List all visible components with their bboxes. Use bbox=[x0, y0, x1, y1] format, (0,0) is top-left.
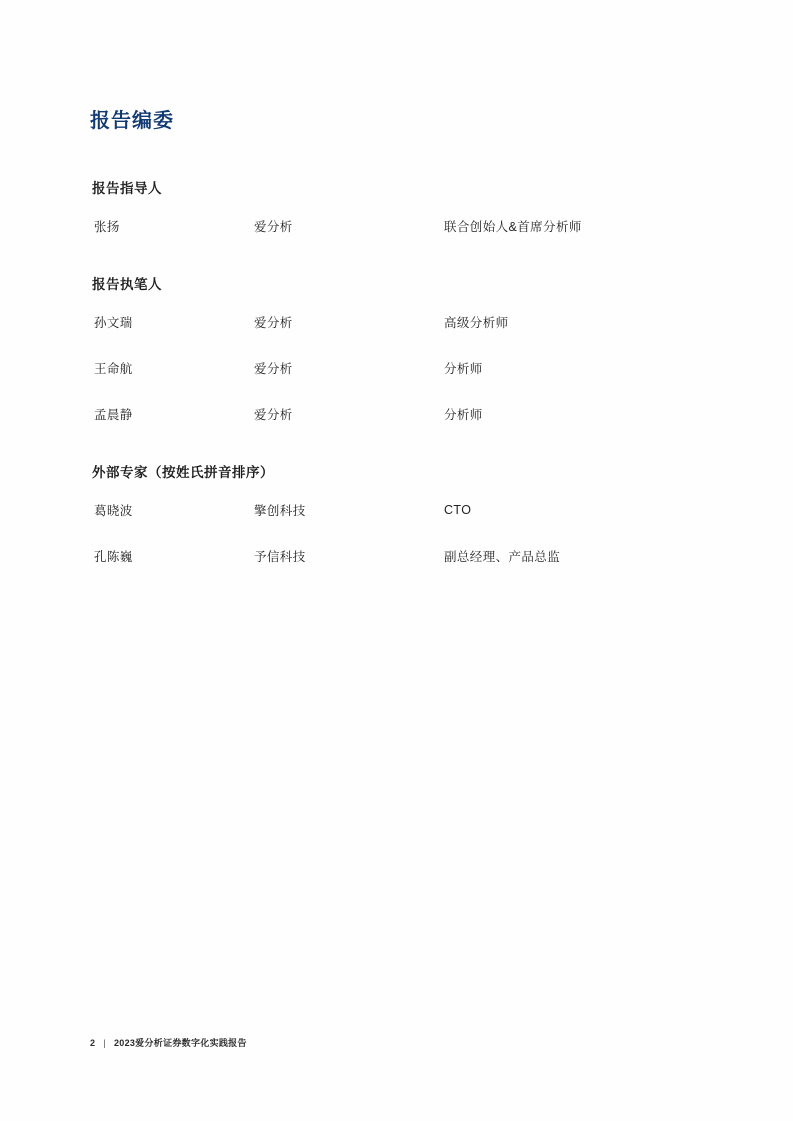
row-org: 爱分析 bbox=[254, 220, 293, 234]
row-role: 分析师 bbox=[444, 362, 483, 376]
row-org: 擎创科技 bbox=[254, 504, 306, 518]
row-name: 王命航 bbox=[94, 362, 133, 376]
section-external-experts bbox=[90, 461, 710, 579]
row-name: 孙文瑞 bbox=[94, 316, 133, 330]
row-org: 爱分析 bbox=[254, 316, 293, 330]
row-name: 葛晓波 bbox=[94, 504, 133, 518]
row-org: 爱分析 bbox=[254, 408, 293, 422]
row-role: 联合创始人&首席分析师 bbox=[444, 220, 582, 234]
table-row bbox=[90, 345, 710, 391]
section-heading: 外部专家（按姓氏拼音排序） bbox=[92, 465, 274, 480]
section-heading: 报告执笔人 bbox=[92, 277, 162, 292]
row-name: 孟晨静 bbox=[94, 408, 133, 422]
footer-separator: | bbox=[103, 1037, 106, 1048]
row-name: 孔陈巍 bbox=[94, 550, 133, 564]
row-org: 予信科技 bbox=[254, 550, 306, 564]
row-org: 爱分析 bbox=[254, 362, 293, 376]
section-report-authors bbox=[90, 273, 710, 437]
page-footer bbox=[90, 1036, 247, 1049]
table-row bbox=[90, 391, 710, 437]
footer-text: 2023爱分析证券数字化实践报告 bbox=[113, 1038, 247, 1048]
page-title: 报告编委 bbox=[90, 110, 174, 132]
page-content bbox=[90, 104, 710, 603]
row-role: 副总经理、产品总监 bbox=[444, 550, 561, 564]
table-row bbox=[90, 299, 710, 345]
table-row bbox=[90, 533, 710, 579]
row-role: 高级分析师 bbox=[444, 316, 509, 330]
table-row bbox=[90, 203, 710, 249]
row-role: 分析师 bbox=[444, 408, 483, 422]
section-report-advisors bbox=[90, 177, 710, 249]
section-heading: 报告指导人 bbox=[92, 181, 162, 196]
row-role: CTO bbox=[444, 503, 472, 517]
table-row bbox=[90, 487, 710, 533]
footer-page-number: 2 bbox=[90, 1037, 96, 1048]
row-name: 张扬 bbox=[94, 220, 120, 234]
